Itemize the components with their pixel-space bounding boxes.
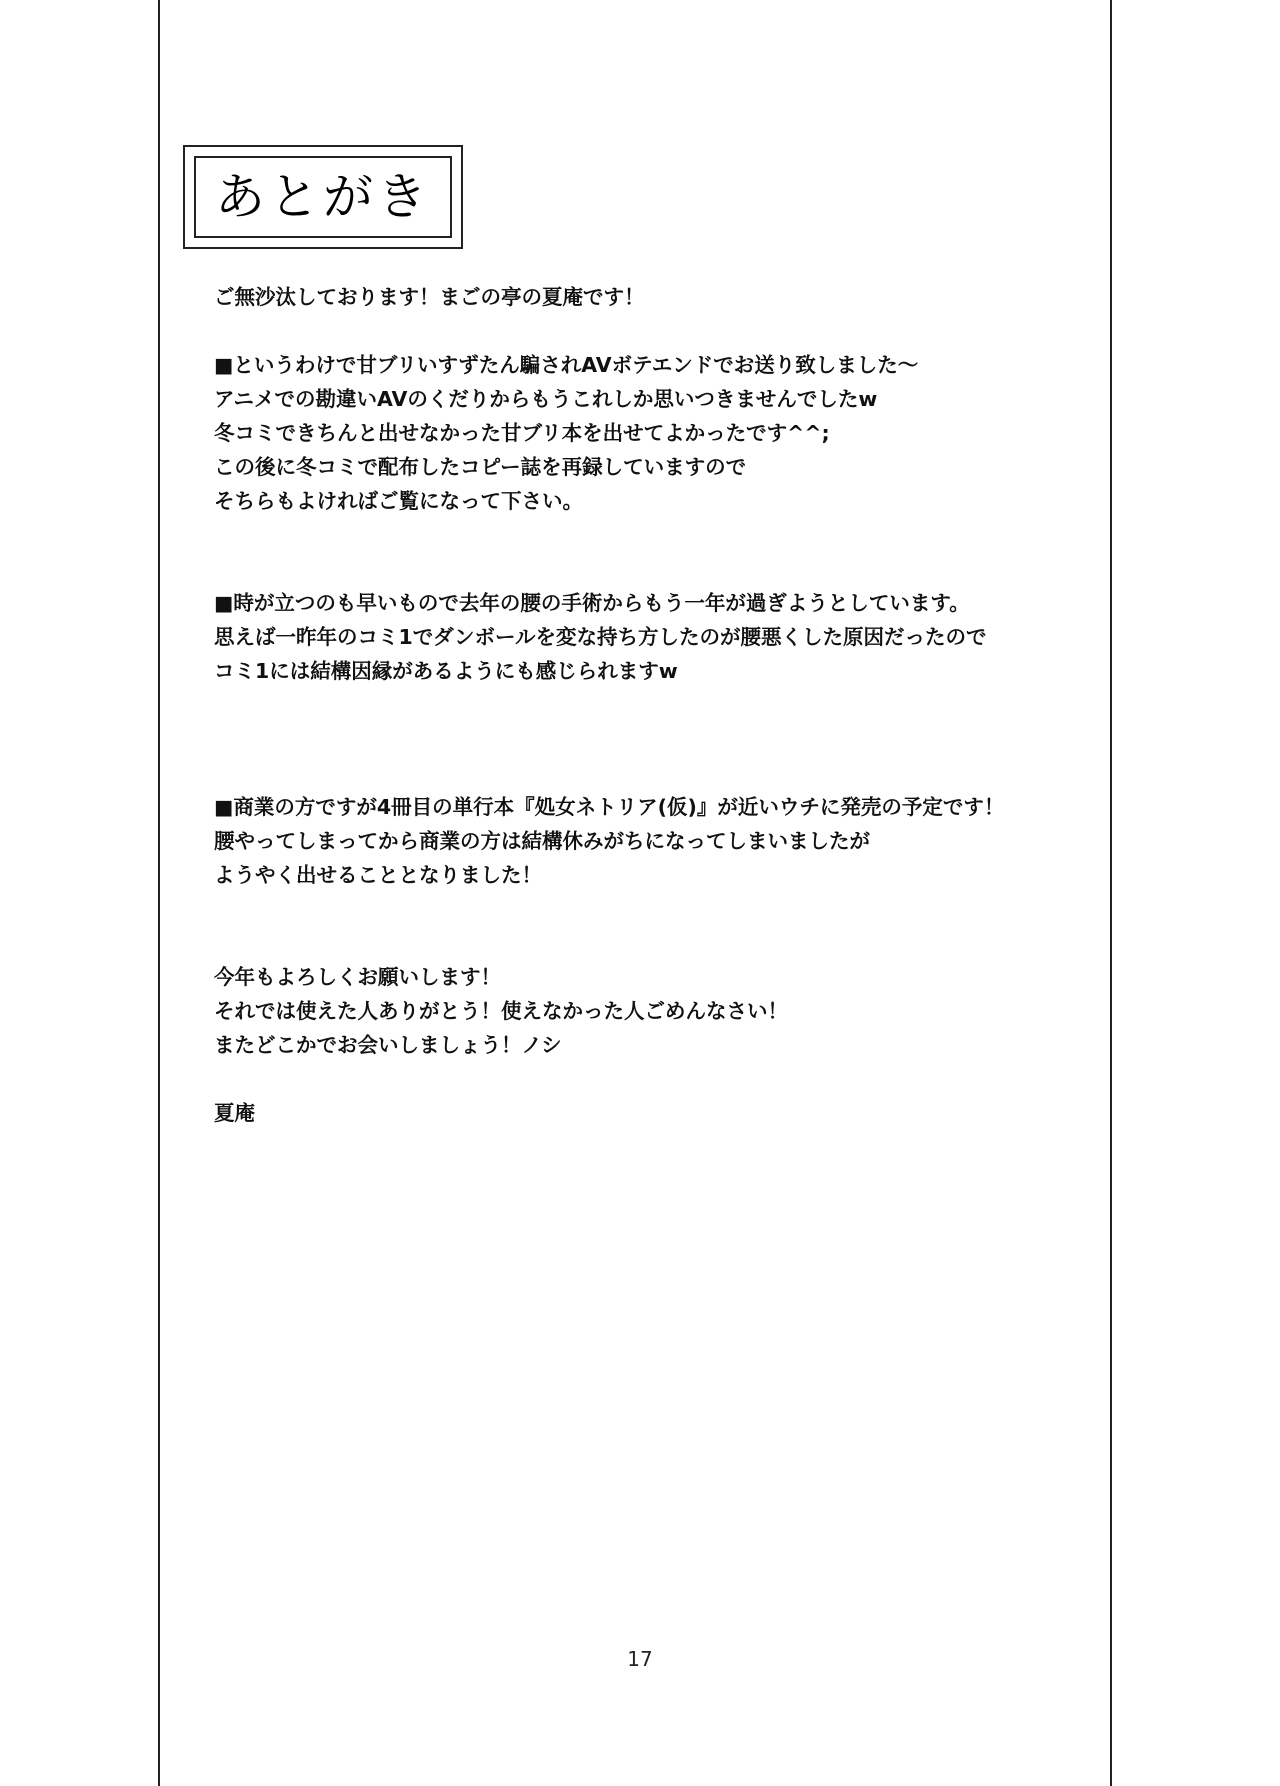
paragraph-commercial-note [214, 790, 1094, 892]
signature: 夏庵 [214, 1101, 255, 1125]
text-line: 思えば一昨年のコミ1でダンボールを変な持ち方したのが腰悪くした原因だったので [214, 625, 987, 649]
text-line: ■時が立つのも早いもので去年の腰の手術からもう一年が過ぎようとしています。 [214, 591, 970, 615]
greeting-paragraph [214, 280, 1094, 314]
text-line: この後に冬コミで配布したコピー誌を再録していますので [214, 455, 747, 479]
text-line: それでは使えた人ありがとう！使えなかった人ごめんなさい！ [214, 999, 788, 1023]
page-number: 17 [627, 1647, 653, 1671]
text-line: アニメでの勘違いAVのくだりからもうこれしか思いつきませんでしたw [214, 387, 878, 411]
paragraph-surgery-note [214, 586, 1094, 688]
text-line: またどこかでお会いしましょう！ノシ [214, 1033, 562, 1057]
paragraph-closing [214, 960, 1094, 1062]
text-line: そちらもよければご覧になって下さい。 [214, 489, 583, 513]
title-box [183, 145, 463, 249]
page-title: あとがき [215, 168, 431, 226]
text-line: 今年もよろしくお願いします！ [214, 965, 501, 989]
text-line: コミ1には結構因縁があるようにも感じられますw [214, 659, 678, 683]
title-box-inner [194, 156, 452, 238]
afterword-body [214, 280, 1094, 1130]
text-line: 腰やってしまってから商業の方は結構休みがちになってしまいましたが [214, 829, 870, 853]
text-line: ■というわけで甘ブリいすずたん騙されAVボテエンドでお送り致しました～ [214, 353, 919, 377]
text-line: ■商業の方ですが4冊目の単行本『処女ネトリア(仮)』が近いウチに発売の予定です！ [214, 795, 1005, 819]
text-line: ようやく出せることとなりました！ [214, 863, 542, 887]
paragraph-release-note [214, 348, 1094, 518]
greeting-line: ご無沙汰しております！まごの亭の夏庵です！ [214, 285, 645, 309]
text-line: 冬コミできちんと出せなかった甘ブリ本を出せてよかったです^^; [214, 421, 830, 445]
signature-paragraph [214, 1096, 1094, 1130]
